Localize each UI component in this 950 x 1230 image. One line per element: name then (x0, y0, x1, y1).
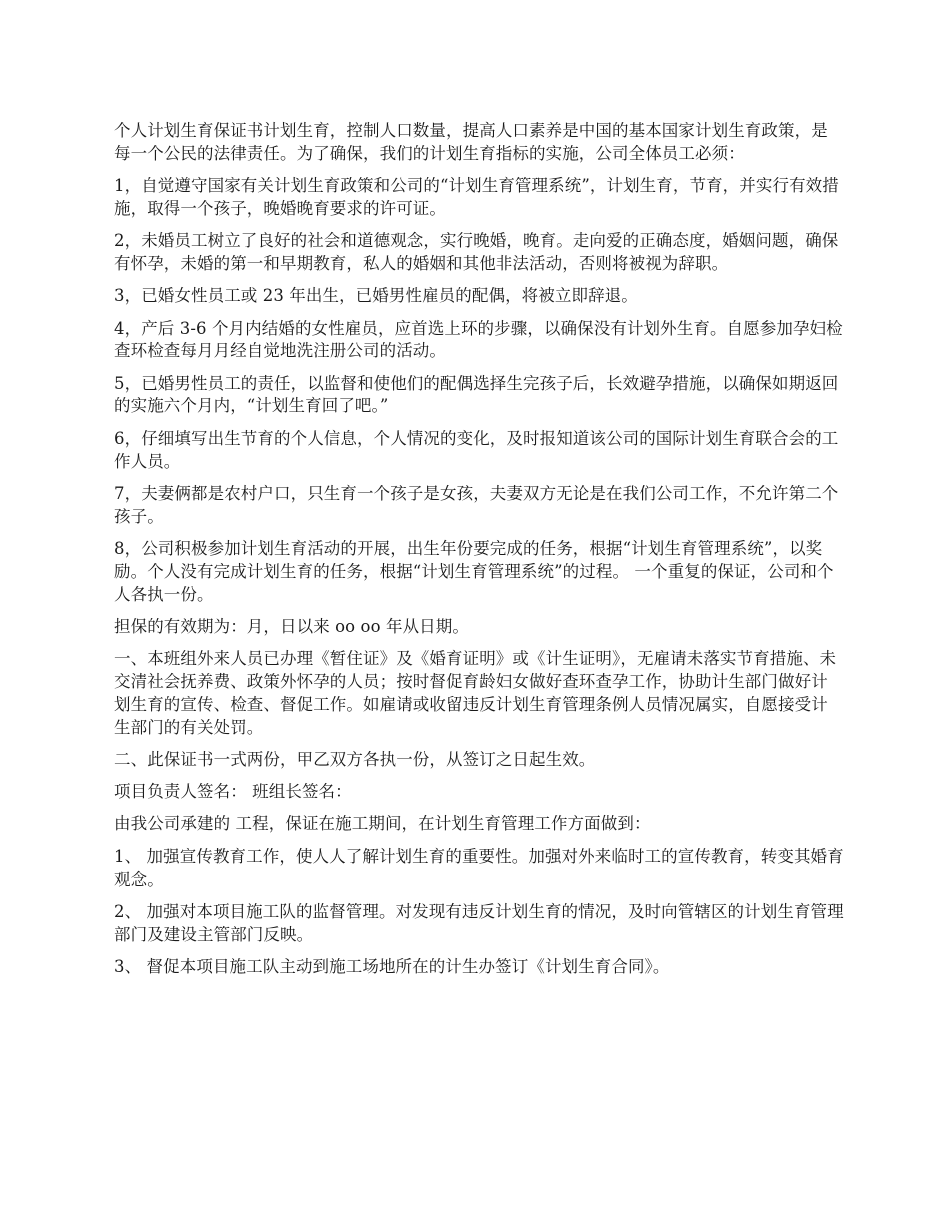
section-one-paragraph: 一、本班组外来人员已办理《暂住证》及《婚育证明》或《计生证明》，无雇请未落实节育措施、未交清社会抚养费、政策外怀孕的人员；按时督促育龄妇女做好查环查孕工作，协助计生部门做好计划生育的宣传、检查、督促工作。如雇请或收留违反计划生育管理条例人员情况属实，自愿接受计生部门的有关处罚。 (114, 649, 837, 737)
commitment-item-1: 1、 加强宣传教育工作，使人人了解计划生育的重要性。加强对外来临时工的宣传教育，转变其婚育观念。 (114, 846, 844, 889)
clause-8-paragraph: 8，公司积极参加计划生育活动的开展，出生年份要完成的任务，根据“计划生育管理系统”，以奖励。个人没有完成计划生育的任务，根据“计划生育管理系统”的过程。 一个重复的保证，公司和个人各执一份。 (114, 538, 834, 604)
clause-5-paragraph: 5，已婚男性员工的责任，以监督和使他们的配偶选择生完孩子后，长效避孕措施，以确保如期返回的实施六个月内，“计划生育回了吧。” (114, 373, 839, 416)
intro-paragraph: 个人计划生育保证书计划生育，控制人口数量，提高人口素养是中国的基本国家计划生育政策，是每一个公民的法律责任。为了确保，我们的计划生育指标的实施，公司全体员工必须： (114, 121, 828, 163)
commitment-item-3: 3、 督促本项目施工队主动到施工场地所在的计生办签订《计划生育合同》。 (114, 956, 670, 976)
section-two-paragraph: 二、此保证书一式两份，甲乙双方各执一份，从签订之日起生效。 (114, 749, 596, 769)
clause-4-paragraph: 4，产后 3-6 个月内结婚的女性雇员，应首选上环的步骤，以确保没有计划外生育。自愿参加孕妇检查环检查每月月经自觉地洗注册公司的活动。 (114, 318, 843, 361)
document-page (114, 120, 844, 988)
clause-1-paragraph: 1，自觉遵守国家有关计划生育政策和公司的“计划生育管理系统”，计划生育，节育，并实行有效措施，取得一个孩子，晚婚晚育要求的许可证。 (114, 176, 839, 218)
clause-2-paragraph: 2，未婚员工树立了良好的社会和道德观念，实行晚婚，晚育。走向爱的正确态度，婚姻问题，确保有怀孕，未婚的第一和早期教育，私人的婚姻和其他非法活动，否则将被视为辞职。 (114, 231, 839, 273)
signature-line: 项目负责人签名： 班组长签名： (114, 782, 352, 802)
clause-3-paragraph: 3，已婚女性员工或 23 年出生，已婚男性雇员的配偶，将被立即辞退。 (114, 286, 638, 306)
commitment-item-2: 2、 加强对本项目施工队的监督管理。对发现有违反计划生育的情况，及时向管辖区的计划生育管理部门及建设主管部门反映。 (114, 901, 844, 944)
validity-paragraph: 担保的有效期为：月，日以来 oo oo 年从日期。 (114, 616, 469, 636)
clause-6-paragraph: 6，仔细填写出生节育的个人信息，个人情况的变化，及时报知道该公司的国际计划生育联合会的工作人员。 (114, 428, 839, 471)
clause-7-paragraph: 7，夫妻俩都是农村户口，只生育一个孩子是女孩，夫妻双方无论是在我们公司工作，不允许第二个孩子。 (114, 483, 839, 526)
project-commitment-paragraph: 由我公司承建的 工程，保证在施工期间，在计划生育管理工作方面做到： (114, 814, 651, 834)
